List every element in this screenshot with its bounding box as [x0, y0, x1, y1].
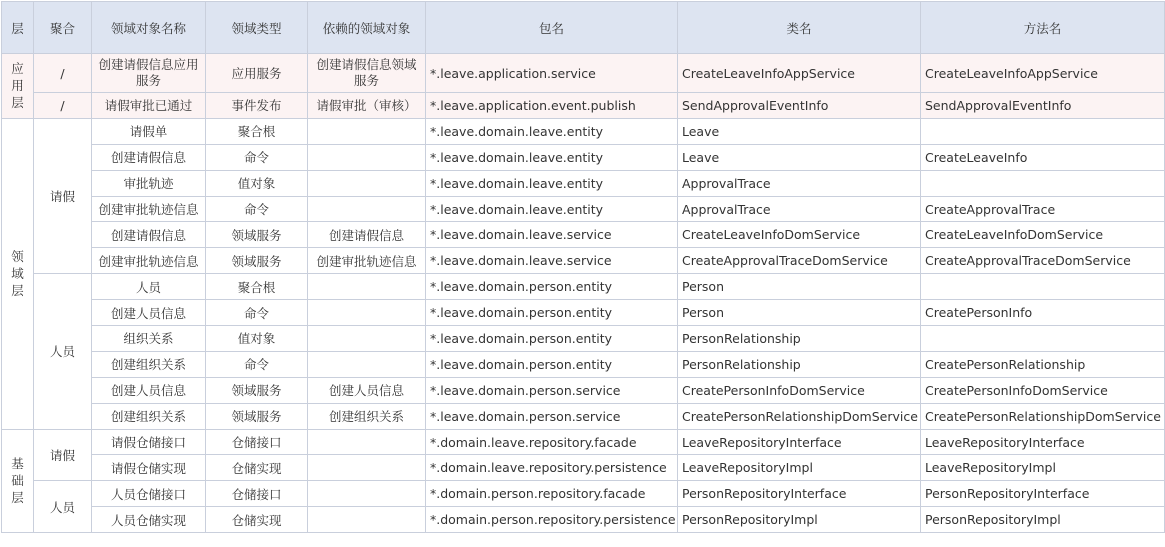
cell-dependency	[308, 274, 426, 300]
cell-domain-type: 应用服务	[206, 54, 308, 93]
cell-package: *.leave.domain.person.service	[426, 403, 678, 429]
cell-package: *.leave.domain.leave.entity	[426, 118, 678, 144]
cell-dependency	[308, 118, 426, 144]
domain-object-table	[1, 1, 1165, 533]
cell-method	[921, 170, 1165, 196]
cell-domain-type: 领域服务	[206, 377, 308, 403]
cell-package: *.leave.domain.person.entity	[426, 274, 678, 300]
cell-object-name: 请假单	[92, 118, 206, 144]
cell-dependency: 创建人员信息	[308, 377, 426, 403]
cell-object-name: 请假审批已通过	[92, 93, 206, 119]
table-row	[2, 248, 1165, 274]
cell-dependency: 创建请假信息	[308, 222, 426, 248]
table-row	[2, 403, 1165, 429]
cell-method: SendApprovalEventInfo	[921, 93, 1165, 119]
cell-dependency	[308, 300, 426, 326]
cell-method: PersonRepositoryImpl	[921, 507, 1165, 533]
table-row	[2, 300, 1165, 326]
cell-aggregate: 请假	[34, 118, 92, 273]
cell-class: PersonRelationship	[678, 326, 921, 352]
cell-class: Leave	[678, 118, 921, 144]
cell-package: *.leave.domain.leave.entity	[426, 196, 678, 222]
layer-application: 应用层	[2, 54, 34, 119]
header-layer: 层	[2, 2, 34, 54]
header-aggregate: 聚合	[34, 2, 92, 54]
cell-class: LeaveRepositoryImpl	[678, 455, 921, 481]
cell-class: Person	[678, 274, 921, 300]
cell-class: CreatePersonInfoDomService	[678, 377, 921, 403]
cell-package: *.leave.domain.leave.entity	[426, 144, 678, 170]
table-row	[2, 274, 1165, 300]
table-row	[2, 54, 1165, 93]
cell-domain-type: 命令	[206, 300, 308, 326]
cell-domain-type: 值对象	[206, 170, 308, 196]
cell-package: *.leave.domain.person.entity	[426, 300, 678, 326]
cell-class: Leave	[678, 144, 921, 170]
cell-aggregate: /	[34, 93, 92, 119]
table-row	[2, 144, 1165, 170]
cell-method: CreatePersonInfoDomService	[921, 377, 1165, 403]
cell-method: LeaveRepositoryImpl	[921, 455, 1165, 481]
cell-object-name: 创建人员信息	[92, 300, 206, 326]
cell-method: LeaveRepositoryInterface	[921, 429, 1165, 455]
cell-method: CreateLeaveInfo	[921, 144, 1165, 170]
cell-domain-type: 领域服务	[206, 403, 308, 429]
table-row	[2, 351, 1165, 377]
cell-method	[921, 326, 1165, 352]
cell-domain-type: 事件发布	[206, 93, 308, 119]
cell-object-name: 创建组织关系	[92, 351, 206, 377]
cell-object-name: 人员仓储实现	[92, 507, 206, 533]
cell-aggregate: /	[34, 54, 92, 93]
cell-class: PersonRepositoryImpl	[678, 507, 921, 533]
table-row	[2, 455, 1165, 481]
cell-dependency: 创建审批轨迹信息	[308, 248, 426, 274]
table-row	[2, 196, 1165, 222]
cell-domain-type: 领域服务	[206, 222, 308, 248]
cell-object-name: 请假仓储实现	[92, 455, 206, 481]
cell-domain-type: 聚合根	[206, 118, 308, 144]
cell-object-name: 人员	[92, 274, 206, 300]
cell-dependency: 创建组织关系	[308, 403, 426, 429]
cell-domain-type: 聚合根	[206, 274, 308, 300]
cell-dependency	[308, 455, 426, 481]
cell-package: *.domain.person.repository.facade	[426, 481, 678, 507]
cell-method: PersonRepositoryInterface	[921, 481, 1165, 507]
cell-package: *.leave.domain.leave.service	[426, 248, 678, 274]
cell-class: CreatePersonRelationshipDomService	[678, 403, 921, 429]
cell-package: *.leave.domain.person.entity	[426, 326, 678, 352]
cell-method: CreatePersonInfo	[921, 300, 1165, 326]
cell-object-name: 请假仓储接口	[92, 429, 206, 455]
cell-class: SendApprovalEventInfo	[678, 93, 921, 119]
cell-method: CreateLeaveInfoAppService	[921, 54, 1165, 93]
cell-dependency	[308, 196, 426, 222]
cell-domain-type: 仓储接口	[206, 429, 308, 455]
cell-class: ApprovalTrace	[678, 170, 921, 196]
cell-method: CreateApprovalTrace	[921, 196, 1165, 222]
cell-package: *.domain.leave.repository.facade	[426, 429, 678, 455]
table-row	[2, 118, 1165, 144]
cell-package: *.leave.domain.leave.entity	[426, 170, 678, 196]
cell-package: *.leave.domain.person.entity	[426, 351, 678, 377]
header-dependency: 依赖的领域对象	[308, 2, 426, 54]
cell-method: CreateLeaveInfoDomService	[921, 222, 1165, 248]
cell-package: *.domain.leave.repository.persistence	[426, 455, 678, 481]
cell-domain-type: 值对象	[206, 326, 308, 352]
cell-object-name: 创建人员信息	[92, 377, 206, 403]
cell-method: CreatePersonRelationship	[921, 351, 1165, 377]
header-package: 包名	[426, 2, 678, 54]
cell-class: PersonRelationship	[678, 351, 921, 377]
table-row	[2, 429, 1165, 455]
header-row	[2, 2, 1165, 54]
cell-method: CreateApprovalTraceDomService	[921, 248, 1165, 274]
cell-dependency	[308, 351, 426, 377]
cell-class: CreateLeaveInfoDomService	[678, 222, 921, 248]
cell-dependency	[308, 326, 426, 352]
cell-domain-type: 命令	[206, 144, 308, 170]
cell-dependency	[308, 429, 426, 455]
cell-package: *.leave.application.service	[426, 54, 678, 93]
cell-class: CreateApprovalTraceDomService	[678, 248, 921, 274]
table-row	[2, 481, 1165, 507]
header-class: 类名	[678, 2, 921, 54]
cell-package: *.leave.domain.person.service	[426, 377, 678, 403]
cell-dependency	[308, 507, 426, 533]
cell-object-name: 创建组织关系	[92, 403, 206, 429]
cell-aggregate: 请假	[34, 429, 92, 481]
header-object-name: 领域对象名称	[92, 2, 206, 54]
table-row	[2, 170, 1165, 196]
cell-class: LeaveRepositoryInterface	[678, 429, 921, 455]
header-method: 方法名	[921, 2, 1165, 54]
cell-aggregate: 人员	[34, 274, 92, 429]
header-domain-type: 领域类型	[206, 2, 308, 54]
cell-method: CreatePersonRelationshipDomService	[921, 403, 1165, 429]
cell-dependency	[308, 481, 426, 507]
table-row	[2, 222, 1165, 248]
cell-domain-type: 仓储实现	[206, 455, 308, 481]
cell-package: *.leave.domain.leave.service	[426, 222, 678, 248]
table-row	[2, 377, 1165, 403]
cell-dependency: 请假审批（审核）	[308, 93, 426, 119]
cell-object-name: 创建审批轨迹信息	[92, 196, 206, 222]
table-row	[2, 507, 1165, 533]
cell-package: *.leave.application.event.publish	[426, 93, 678, 119]
cell-object-name: 创建请假信息	[92, 144, 206, 170]
cell-dependency: 创建请假信息领域服务	[308, 54, 426, 93]
table-row	[2, 326, 1165, 352]
cell-class: CreateLeaveInfoAppService	[678, 54, 921, 93]
cell-object-name: 创建请假信息	[92, 222, 206, 248]
cell-domain-type: 命令	[206, 351, 308, 377]
cell-object-name: 创建请假信息应用服务	[92, 54, 206, 93]
cell-domain-type: 仓储接口	[206, 481, 308, 507]
cell-object-name: 人员仓储接口	[92, 481, 206, 507]
cell-aggregate: 人员	[34, 481, 92, 533]
cell-method	[921, 118, 1165, 144]
cell-package: *.domain.person.repository.persistence	[426, 507, 678, 533]
cell-object-name: 审批轨迹	[92, 170, 206, 196]
cell-class: Person	[678, 300, 921, 326]
cell-class: ApprovalTrace	[678, 196, 921, 222]
table-row	[2, 93, 1165, 119]
cell-domain-type: 领域服务	[206, 248, 308, 274]
cell-dependency	[308, 170, 426, 196]
cell-method	[921, 274, 1165, 300]
layer-domain: 领域层	[2, 118, 34, 429]
cell-domain-type: 仓储实现	[206, 507, 308, 533]
cell-object-name: 组织关系	[92, 326, 206, 352]
cell-class: PersonRepositoryInterface	[678, 481, 921, 507]
layer-infrastructure: 基础层	[2, 429, 34, 533]
cell-object-name: 创建审批轨迹信息	[92, 248, 206, 274]
cell-domain-type: 命令	[206, 196, 308, 222]
cell-dependency	[308, 144, 426, 170]
